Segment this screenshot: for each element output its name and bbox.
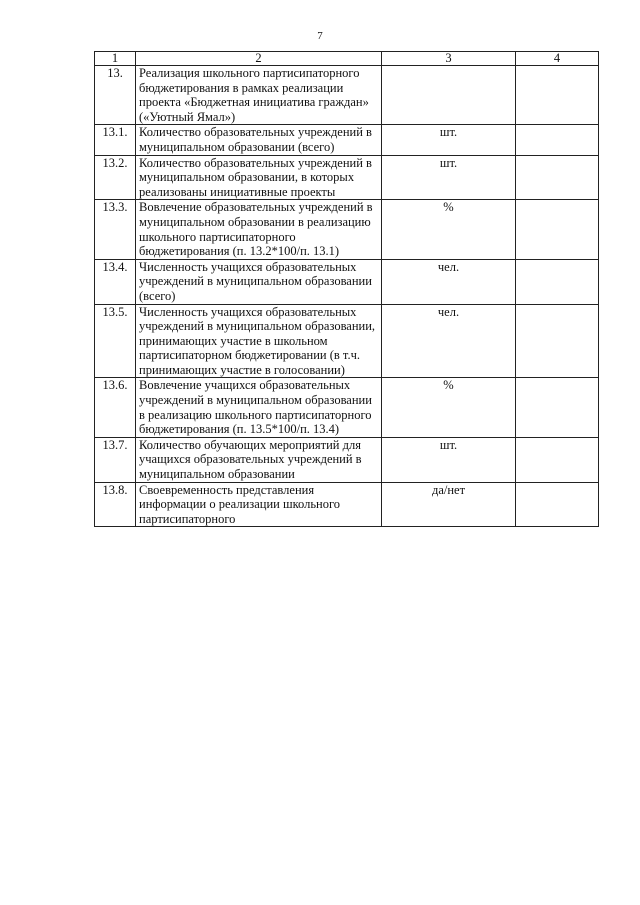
column-header-2: 2 <box>136 52 382 66</box>
unit-cell: шт. <box>382 125 516 155</box>
table-row <box>95 437 599 482</box>
column-header-1: 1 <box>95 52 136 66</box>
column-header-4: 4 <box>516 52 599 66</box>
column-header-3: 3 <box>382 52 516 66</box>
table-row <box>95 304 599 378</box>
row-number: 13.3. <box>95 200 136 259</box>
page-number: 7 <box>317 30 323 42</box>
table-row <box>95 482 599 527</box>
indicator-name: Вовлечение учащихся образовательных учреждений в муниципальном образовании в реализацию школьного партисипаторного бюджетирования (п. 13.5*100/п. 13.4) <box>136 378 382 437</box>
table-row <box>95 155 599 200</box>
unit-cell: чел. <box>382 259 516 304</box>
unit-cell: % <box>382 378 516 437</box>
row-number: 13. <box>95 66 136 125</box>
unit-cell: шт. <box>382 155 516 200</box>
unit-cell: % <box>382 200 516 259</box>
value-cell <box>516 259 599 304</box>
unit-cell <box>382 66 516 125</box>
value-cell <box>516 155 599 200</box>
value-cell <box>516 304 599 378</box>
table-row <box>95 125 599 155</box>
row-number: 13.2. <box>95 155 136 200</box>
indicator-name: Количество образовательных учреждений в муниципальном образовании, в которых реализованы инициативные проекты <box>136 155 382 200</box>
unit-cell: чел. <box>382 304 516 378</box>
value-cell <box>516 66 599 125</box>
row-number: 13.8. <box>95 482 136 527</box>
value-cell <box>516 437 599 482</box>
row-number: 13.7. <box>95 437 136 482</box>
table-row <box>95 66 599 125</box>
indicator-name: Реализация школьного партисипаторного бюджетирования в рамках реализации проекта «Бюджетная инициатива граждан» («Уютный Ямал») <box>136 66 382 125</box>
row-number: 13.1. <box>95 125 136 155</box>
indicator-name: Численность учащихся образовательных учреждений в муниципальном образовании, принимающих участие в школьном партисипаторном бюджетировании (в т.ч. принимающих участие в голосовании) <box>136 304 382 378</box>
indicator-name: Количество обучающих мероприятий для учащихся образовательных учреждений в муниципальном образовании <box>136 437 382 482</box>
indicator-name: Вовлечение образовательных учреждений в муниципальном образовании в реализацию школьного партисипаторного бюджетирования (п. 13.2*100/п. 13.1) <box>136 200 382 259</box>
row-number: 13.5. <box>95 304 136 378</box>
table-row <box>95 259 599 304</box>
table-row <box>95 378 599 437</box>
table-header-row <box>95 52 599 66</box>
value-cell <box>516 482 599 527</box>
indicator-name: Численность учащихся образовательных учреждений в муниципальном образовании (всего) <box>136 259 382 304</box>
value-cell <box>516 125 599 155</box>
row-number: 13.4. <box>95 259 136 304</box>
row-number: 13.6. <box>95 378 136 437</box>
indicator-name: Своевременность представления информации о реализации школьного партисипаторного <box>136 482 382 527</box>
value-cell <box>516 378 599 437</box>
unit-cell: да/нет <box>382 482 516 527</box>
indicator-table <box>94 51 599 527</box>
unit-cell: шт. <box>382 437 516 482</box>
indicator-name: Количество образовательных учреждений в муниципальном образовании (всего) <box>136 125 382 155</box>
value-cell <box>516 200 599 259</box>
table-row <box>95 200 599 259</box>
